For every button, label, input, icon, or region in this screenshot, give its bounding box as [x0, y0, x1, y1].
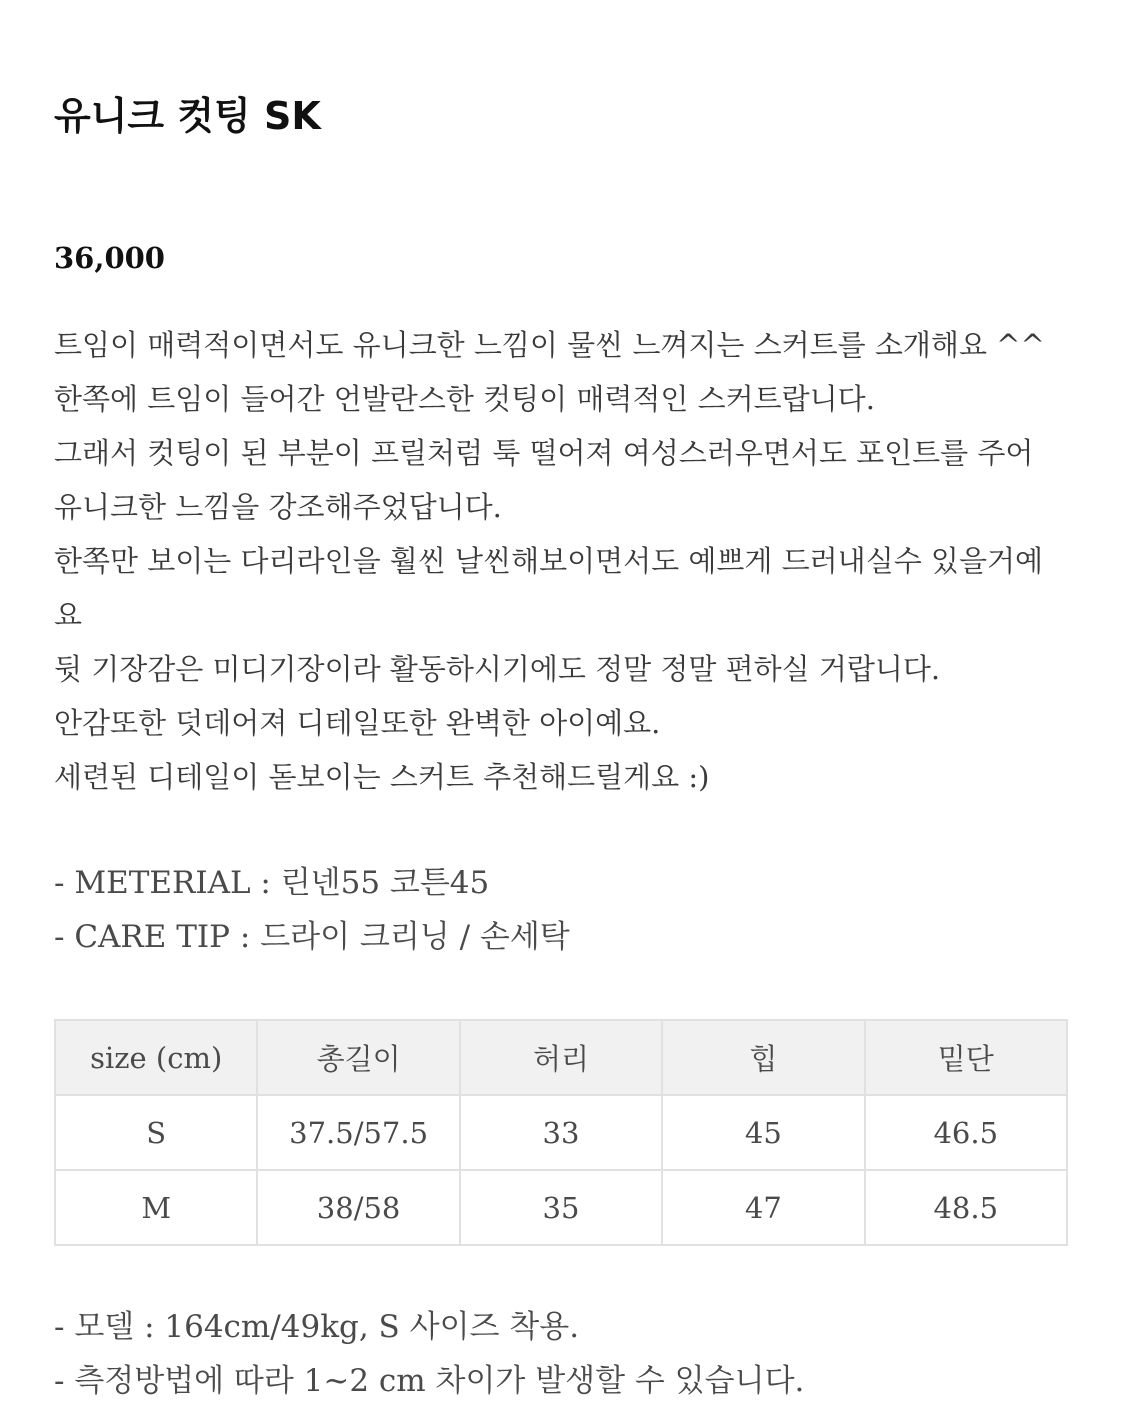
size-chart-header-row — [55, 1020, 1067, 1095]
hem-cell: 48.5 — [865, 1170, 1067, 1245]
description-line: 뒷 기장감은 미디기장이라 활동하시기에도 정말 정말 편하실 거랍니다. — [54, 652, 941, 686]
waist-cell: 33 — [460, 1095, 662, 1170]
description-line: 한쪽만 보이는 다리라인을 훨씬 날씬해보이면서도 예쁘게 드러내실수 있을거예 — [54, 544, 1043, 578]
description-line: 세련된 디테일이 돋보이는 스커트 추천해드릴게요 :) — [54, 760, 710, 794]
size-column-header: size (cm) — [55, 1020, 257, 1095]
hip-column-header: 힙 — [662, 1020, 864, 1095]
size-cell: M — [55, 1170, 257, 1245]
description-line: 그래서 컷팅이 된 부분이 프릴처럼 툭 떨어져 여성스러우면서도 포인트를 주어 — [54, 436, 1034, 470]
description-line: 요 — [54, 598, 83, 632]
size-row-s — [55, 1095, 1067, 1170]
description-line: 한쪽에 트임이 들어간 언발란스한 컷팅이 매력적인 스커트랍니다. — [54, 382, 875, 416]
size-cell: S — [55, 1095, 257, 1170]
hem-cell: 46.5 — [865, 1095, 1067, 1170]
hip-cell: 47 — [662, 1170, 864, 1245]
product-description — [54, 318, 1069, 804]
material-spec: - METERIAL : 린넨55 코튼45 — [54, 865, 490, 901]
total-length-column-header: 총길이 — [257, 1020, 459, 1095]
total-length-cell: 37.5/57.5 — [257, 1095, 459, 1170]
size-chart-table — [54, 1019, 1068, 1246]
product-title: 유니크 컷팅 SK — [54, 94, 321, 138]
size-row-m — [55, 1170, 1067, 1245]
care-tip-spec: - CARE TIP : 드라이 크리닝 / 손세탁 — [54, 919, 570, 955]
product-notes — [54, 1300, 804, 1408]
product-price: 36,000 — [54, 241, 165, 275]
measurement-note: - 측정방법에 따라 1~2 cm 차이가 발생할 수 있습니다. — [54, 1363, 805, 1399]
waist-cell: 35 — [460, 1170, 662, 1245]
description-line: 유니크한 느낌을 강조해주었답니다. — [54, 490, 502, 524]
model-info-note: - 모델 : 164cm/49kg, S 사이즈 착용. — [54, 1309, 580, 1345]
hip-cell: 45 — [662, 1095, 864, 1170]
hem-column-header: 밑단 — [865, 1020, 1067, 1095]
waist-column-header: 허리 — [460, 1020, 662, 1095]
description-line: 트임이 매력적이면서도 유니크한 느낌이 물씬 느껴지는 스커트를 소개해요 ^^ — [54, 328, 1045, 362]
description-line: 안감또한 덧데어져 디테일또한 완벽한 아이예요. — [54, 706, 661, 740]
total-length-cell: 38/58 — [257, 1170, 459, 1245]
product-specs — [54, 856, 570, 964]
